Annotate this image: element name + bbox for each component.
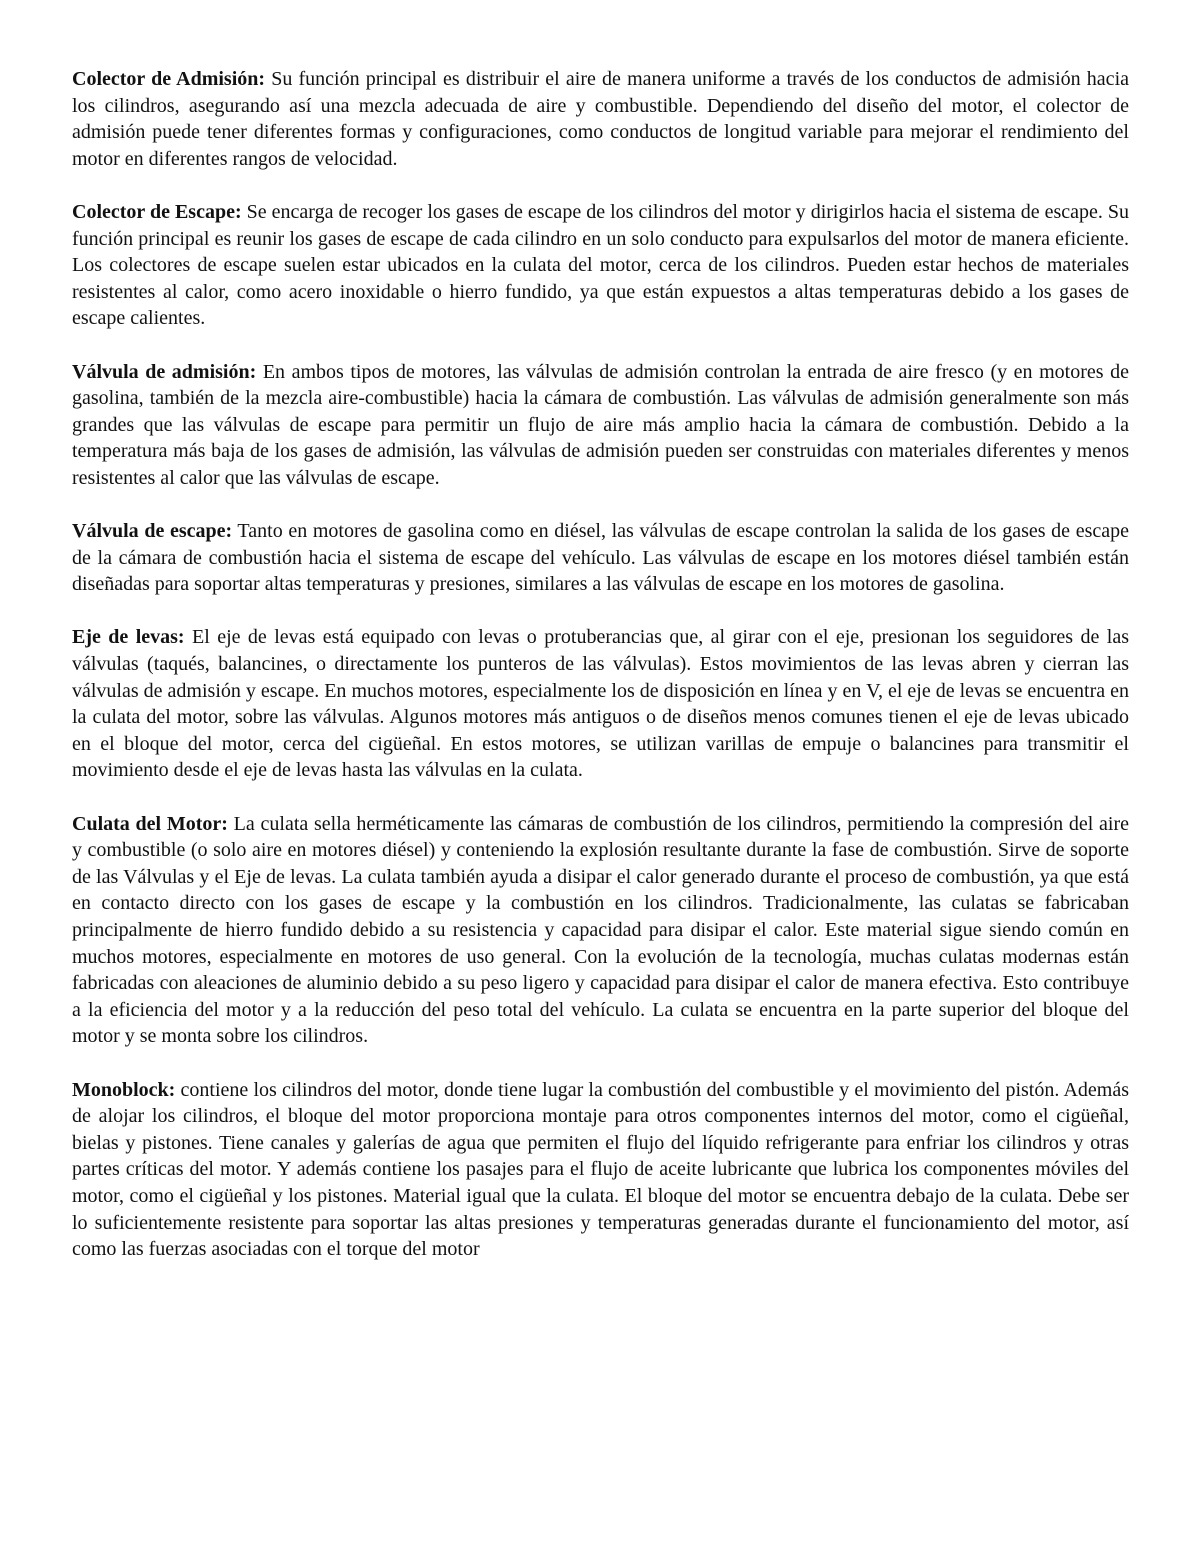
paragraph-eje-levas xyxy=(72,624,1129,784)
term-colector-admision: Colector de Admisión: xyxy=(72,68,266,90)
text-monoblock: contiene los cilindros del motor, donde tiene lugar la combustión del combustible y el movimiento del pistón. Además de alojar los cilindros, el bloque del motor proporciona montaje para otros componentes internos del motor, como el cigüeñal, bielas y pistones. Tiene canales y galerías de agua que permiten el flujo del líquido refrigerante para enfriar los cilindros y otras partes críticas del motor. Y además contiene los pasajes para el flujo de aceite lubricante que lubrica los componentes móviles del motor, como el cigüeñal y los pistones. Material igual que la culata. El bloque del motor se encuentra debajo de la culata. Debe ser lo suficientemente resistente para soportar las altas presiones y temperaturas generadas durante el funcionamiento del motor, así como las fuerzas asociadas con el torque del motor xyxy=(72,1078,1129,1261)
paragraph-colector-admision xyxy=(72,66,1129,172)
paragraph-valvula-escape xyxy=(72,518,1129,598)
paragraph-culata-motor xyxy=(72,811,1129,1050)
term-eje-levas: Eje de levas: xyxy=(72,626,185,649)
text-culata-motor: La culata sella herméticamente las cámaras de combustión de los cilindros, permitiendo la compresión del aire y combustible (o solo aire en motores diésel) y conteniendo la explosión resultante durante la fase de combustión. Sirve de soporte de las Válvulas y el Eje de levas. La culata también ayuda a disipar el calor generado durante el proceso de combustión, ya que está en contacto directo con los gases de escape y la combustión en los cilindros. Tradicionalmente, las culatas se fabricaban principalmente de hierro fundido debido a su resistencia y capacidad para disipar el calor. Este material sigue siendo común en muchos motores, especialmente en motores de uso general. Con la evolución de la tecnología, muchas culatas modernas están fabricadas con aleaciones de aluminio debido a su peso ligero y capacidad para disipar el calor de manera efectiva. Esto contribuye a la eficiencia del motor y a la reducción del peso total del vehículo. La culata se encuentra en la parte superior del bloque del motor y se monta sobre los cilindros. xyxy=(72,812,1130,1048)
document-page xyxy=(72,66,1129,1289)
paragraph-valvula-admision xyxy=(72,359,1129,492)
text-colector-admision: Su función principal es distribuir el aire de manera uniforme a través de los conductos de admisión hacia los cilindros, asegurando así una mezcla adecuada de aire y combustible. Dependiendo del diseño del motor, el colector de admisión puede tener diferentes formas y configuraciones, como conductos de longitud variable para mejorar el rendimiento del motor en diferentes rangos de velocidad. xyxy=(72,68,1129,170)
paragraph-monoblock xyxy=(72,1077,1129,1263)
text-valvula-admision: En ambos tipos de motores, las válvulas de admisión controlan la entrada de aire fresco (y en motores de gasolina, también de la mezcla aire-combustible) hacia la cámara de combustión. Las válvulas de admisión generalmente son más grandes que las válvulas de escape para permitir un flujo de aire más amplio hacia la cámara de combustión. Debido a la temperatura más baja de los gases de admisión, las válvulas de admisión pueden ser construidas con materiales diferentes y menos resistentes al calor que las válvulas de escape. xyxy=(72,360,1129,489)
term-monoblock: Monoblock: xyxy=(72,1078,176,1101)
term-valvula-escape: Válvula de escape: xyxy=(72,520,233,543)
text-valvula-escape: Tanto en motores de gasolina como en diésel, las válvulas de escape controlan la salida de los gases de escape de la cámara de combustión hacia el sistema de escape del vehículo. Las válvulas de escape en los motores diésel también están diseñadas para soportar altas temperaturas y presiones, similares a las válvulas de escape en los motores de gasolina. xyxy=(72,520,1129,596)
text-colector-escape: Se encarga de recoger los gases de escape de los cilindros del motor y dirigirlos hacia el sistema de escape. Su función principal es reunir los gases de escape de cada cilindro en un solo conducto para expulsarlos del motor de manera eficiente. Los colectores de escape suelen estar ubicados en la culata del motor, cerca de los cilindros. Pueden estar hechos de materiales resistentes al calor, como acero inoxidable o hierro fundido, ya que están expuestos a altas temperaturas debido a los gases de escape calientes. xyxy=(72,200,1130,330)
text-eje-levas: El eje de levas está equipado con levas o protuberancias que, al girar con el eje, presionan los seguidores de las válvulas (taqués, balancines, o directamente los punteros de las válvulas). Estos movimientos de las levas abren y cierran las válvulas de admisión y escape. En muchos motores, especialmente los de disposición en línea y en V, el eje de levas se encuentra en la culata del motor, sobre las válvulas. Algunos motores más antiguos o de diseños menos comunes tienen el eje de levas ubicado en el bloque del motor, cerca del cigüeñal. En estos motores, se utilizan varillas de empuje o balancines para transmitir el movimiento desde el eje de levas hasta las válvulas en la culata. xyxy=(72,626,1129,782)
paragraph-colector-escape xyxy=(72,199,1129,332)
term-colector-escape: Colector de Escape: xyxy=(72,200,242,223)
term-valvula-admision: Válvula de admisión: xyxy=(72,360,257,383)
term-culata-motor: Culata del Motor: xyxy=(72,812,228,835)
